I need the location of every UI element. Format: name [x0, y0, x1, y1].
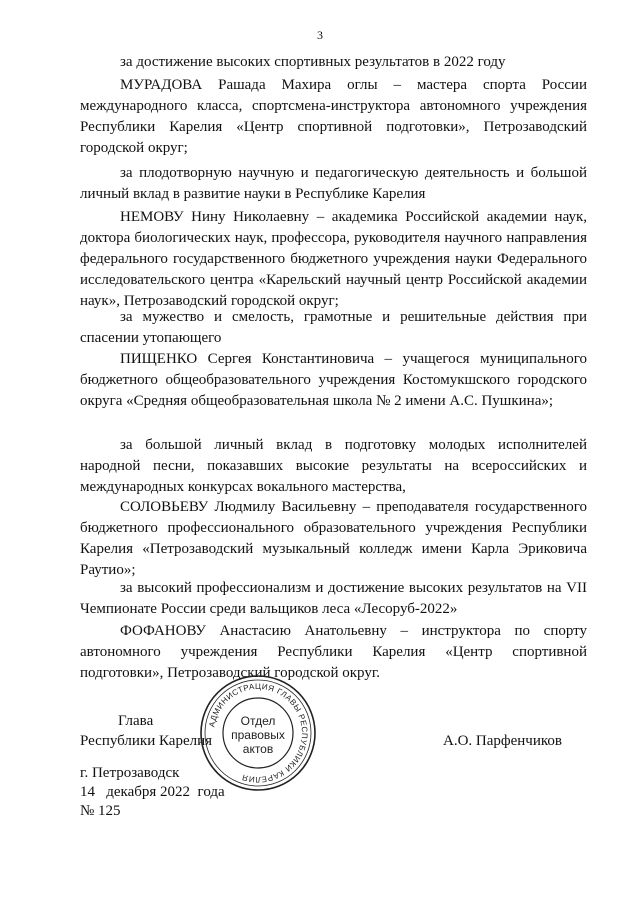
award-reason: за достижение высоких спортивных результатов в 2022 году: [120, 54, 506, 70]
awardee-description: ПИЩЕНКО Сергея Константиновича – учащегося муниципального бюджетного общеобразовательного учреждения Костомукшского городского округа «Средняя общеобразовательная школа № 2 имени А.С. Пушкина»;: [80, 351, 587, 409]
page-number: 3: [317, 28, 323, 42]
award-reason: за мужество и смелость, грамотные и решительные действия при спасении утопающего: [80, 309, 587, 346]
document-number: № 125: [80, 803, 121, 819]
signatory-title: Глава: [118, 713, 154, 729]
seal-center-line: правовых: [231, 728, 285, 742]
awardee-description: НЕМОВУ Нину Николаевну – академика Российской академии наук, доктора биологических наук, профессора, руководителя научного направления федерального государственного бюджетного учреждения науки Федерального исследовательского центра «Карельский научный центр Российской академии наук», Петрозаводский городской округ;: [80, 209, 587, 309]
awardee-description: ФОФАНОВУ Анастасию Анатольевну – инструктора по спорту автономного учреждения Республики Карелия «Центр спортивной подготовки», Петрозаводский городской округ.: [80, 623, 587, 681]
signatory-name: А.О. Парфенчиков: [443, 733, 562, 749]
award-reason: за плодотворную научную и педагогическую деятельность и большой личный вклад в развитие науки в Республике Карелия: [80, 165, 587, 202]
issue-date: 14 декабря 2022 года: [80, 784, 225, 800]
signatory-title-region: Республики Карелия: [80, 733, 213, 749]
seal-center-line: актов: [242, 742, 274, 756]
award-reason: за большой личный вклад в подготовку молодых исполнителей народной песни, показавших высокие результаты на всероссийских и международных конкурсах вокального мастерства,: [80, 437, 587, 495]
awardee-description: МУРАДОВА Рашада Махира оглы – мастера спорта России международного класса, спортсмена-инструктора автономного учреждения Республики Карелия «Центр спортивной подготовки», Петрозаводский городской округ;: [80, 77, 587, 156]
official-seal: [198, 673, 318, 793]
issue-place: г. Петрозаводск: [80, 765, 180, 781]
seal-ring-text: АДМИНИСТРАЦИЯ ГЛАВЫ РЕСПУБЛИКИ КАРЕЛИЯ: [207, 681, 310, 785]
seal-center-line: Отдел: [240, 714, 276, 728]
awardee-description: СОЛОВЬЕВУ Людмилу Васильевну – преподавателя государственного бюджетного профессионального образовательного учреждения Республики Карелия «Петрозаводский музыкальный колледж имени Карла Эриковича Раутио»;: [80, 499, 587, 578]
award-reason: за высокий профессионализм и достижение высоких результатов на VII Чемпионате России среди вальщиков леса «Лесоруб-2022»: [80, 580, 587, 617]
